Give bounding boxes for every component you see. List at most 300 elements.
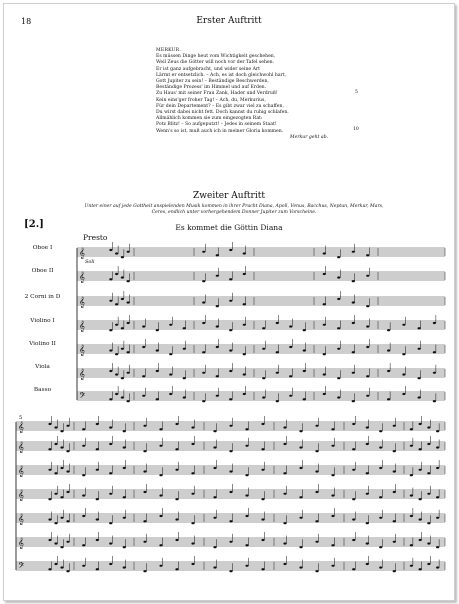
- section-number: [2.]: [24, 219, 44, 230]
- note-head: [202, 400, 205, 402]
- note-head: [115, 253, 118, 255]
- note-head: [352, 400, 355, 402]
- note-head: [213, 430, 216, 432]
- note-head: [402, 324, 405, 326]
- note-head: [243, 353, 246, 355]
- note-head: [127, 322, 130, 324]
- note-head: [121, 377, 124, 379]
- note-head: [202, 302, 205, 304]
- note-head: [289, 395, 292, 397]
- note-head: [387, 350, 390, 352]
- clef-icon: 𝄢: [18, 562, 25, 573]
- note-head: [202, 251, 205, 253]
- note-head: [213, 567, 216, 569]
- note-head: [331, 445, 334, 447]
- note-head: [245, 544, 248, 546]
- note-head: [143, 570, 146, 572]
- note-head: [323, 253, 326, 255]
- note-head: [352, 372, 355, 374]
- note-head: [48, 469, 51, 471]
- note-head: [299, 546, 302, 548]
- note-head: [191, 427, 194, 429]
- note-head: [323, 374, 326, 376]
- note-head: [303, 398, 306, 400]
- note-head: [175, 423, 178, 425]
- note-head: [352, 322, 355, 324]
- note-head: [352, 568, 355, 570]
- note-head: [337, 377, 340, 379]
- note-head: [229, 471, 232, 473]
- note-head: [191, 522, 194, 524]
- note-head: [418, 397, 421, 399]
- note-head: [323, 324, 326, 326]
- note-head: [379, 447, 382, 449]
- note-head: [60, 447, 63, 449]
- note-head: [123, 430, 126, 432]
- note-head: [393, 520, 396, 522]
- note-head: [142, 395, 145, 397]
- note-head: [245, 515, 248, 517]
- clef-icon: 𝄞: [79, 297, 85, 308]
- verse-line: Wenn's so ist, muß auch ich in meiner Gloria kommen.: [156, 128, 284, 134]
- note-head: [60, 567, 63, 569]
- note-head: [48, 423, 51, 425]
- note-head: [262, 397, 265, 399]
- soli-marking: Soli: [85, 259, 95, 265]
- note-head: [410, 428, 413, 430]
- score-notation: [4, 4, 454, 600]
- note-head: [156, 350, 159, 352]
- note-head: [66, 471, 69, 473]
- note-head: [366, 346, 369, 348]
- clef-icon: 𝄞: [18, 422, 24, 433]
- clef-icon: 𝄞: [18, 442, 24, 453]
- note-head: [427, 493, 430, 495]
- note-head: [229, 541, 232, 543]
- note-head: [156, 370, 159, 372]
- note-head: [243, 374, 246, 376]
- tempo-marking: Presto: [83, 233, 108, 242]
- note-head: [419, 498, 422, 500]
- note-head: [261, 469, 264, 471]
- note-head: [276, 322, 279, 324]
- note-head: [127, 302, 130, 304]
- note-head: [156, 329, 159, 331]
- note-head: [243, 324, 246, 326]
- note-head: [216, 275, 219, 277]
- note-head: [331, 544, 334, 546]
- note-head: [410, 445, 413, 447]
- note-head: [379, 567, 382, 569]
- note-head: [66, 450, 69, 452]
- note-head: [337, 298, 340, 300]
- note-head: [379, 467, 382, 469]
- clef-icon: 𝄞: [79, 369, 85, 380]
- note-head: [82, 565, 85, 567]
- note-head: [427, 543, 430, 545]
- note-head: [159, 565, 162, 567]
- clef-icon: 𝄞: [79, 345, 85, 356]
- note-head: [331, 565, 334, 567]
- note-head: [109, 522, 112, 524]
- note-head: [109, 563, 112, 565]
- note-head: [127, 280, 130, 282]
- note-head: [299, 496, 302, 498]
- note-head: [352, 519, 355, 521]
- note-head: [337, 348, 340, 350]
- note-head: [303, 370, 306, 372]
- note-head: [96, 469, 99, 471]
- clef-icon: 𝄞: [18, 466, 24, 477]
- note-head: [379, 496, 382, 498]
- note-head: [283, 522, 286, 524]
- note-head: [331, 474, 334, 476]
- clef-icon: 𝄞: [18, 538, 24, 549]
- instrument-label: Oboe I: [32, 245, 53, 251]
- note-head: [393, 450, 396, 452]
- note-head: [262, 377, 265, 379]
- note-head: [183, 327, 186, 329]
- note-head: [283, 563, 286, 565]
- note-head: [127, 251, 130, 253]
- note-head: [366, 522, 369, 524]
- note-head: [276, 372, 279, 374]
- note-head: [243, 393, 246, 395]
- note-head: [48, 539, 51, 541]
- note-head: [283, 493, 286, 495]
- note-head: [245, 495, 248, 497]
- note-head: [175, 498, 178, 500]
- line-number: 5: [355, 90, 358, 95]
- note-head: [366, 326, 369, 328]
- note-head: [229, 350, 232, 352]
- note-head: [323, 393, 326, 395]
- note-head: [366, 305, 369, 307]
- note-head: [229, 570, 232, 572]
- note-head: [54, 493, 57, 495]
- note-head: [109, 472, 112, 474]
- note-head: [387, 370, 390, 372]
- note-head: [289, 375, 292, 377]
- note-head: [60, 496, 63, 498]
- note-head: [366, 375, 369, 377]
- note-head: [121, 327, 124, 329]
- verse-line: Gott Jupiter zu sein! – Beständige Beschwerden,: [156, 79, 269, 85]
- note-head: [159, 515, 162, 517]
- note-head: [229, 450, 232, 452]
- note-head: [48, 498, 51, 500]
- note-head: [229, 249, 232, 251]
- note-head: [115, 393, 118, 395]
- clef-icon: 𝄞: [79, 248, 85, 259]
- verse-line: Es müssen Dinge heut vom Wichtigkeit geschehen,: [156, 54, 276, 60]
- note-head: [121, 298, 124, 300]
- note-head: [191, 472, 194, 474]
- note-head: [323, 303, 326, 305]
- note-head: [216, 326, 219, 328]
- note-head: [127, 400, 130, 402]
- note-head: [175, 448, 178, 450]
- verse-line: Für dein Departement? – Es gibt zwar viel zu schaffen,: [156, 103, 284, 109]
- note-head: [276, 400, 279, 402]
- verse-line: Beständige Prozess' im Himmel und auf Erden.: [156, 85, 267, 91]
- note-head: [433, 372, 436, 374]
- note-head: [261, 519, 264, 521]
- note-head: [366, 395, 369, 397]
- clef-icon: 𝄞: [79, 272, 85, 283]
- note-head: [315, 425, 318, 427]
- note-head: [427, 472, 430, 474]
- note-head: [366, 443, 369, 445]
- note-head: [366, 543, 369, 545]
- note-head: [283, 443, 286, 445]
- note-head: [109, 278, 112, 280]
- note-head: [229, 520, 232, 522]
- note-head: [159, 428, 162, 430]
- instrument-label: Viola: [35, 364, 50, 370]
- note-head: [115, 353, 118, 355]
- note-head: [60, 467, 63, 469]
- note-head: [315, 450, 318, 452]
- note-head: [121, 348, 124, 350]
- note-head: [419, 568, 422, 570]
- note-head: [276, 351, 279, 353]
- note-head: [352, 448, 355, 450]
- note-head: [191, 493, 194, 495]
- note-head: [202, 322, 205, 324]
- note-head: [366, 427, 369, 429]
- note-head: [436, 546, 439, 548]
- note-head: [54, 543, 57, 545]
- note-head: [175, 539, 178, 541]
- note-head: [337, 397, 340, 399]
- note-head: [262, 348, 265, 350]
- note-head: [427, 443, 430, 445]
- note-head: [337, 256, 340, 258]
- note-head: [337, 277, 340, 279]
- note-head: [213, 467, 216, 469]
- note-head: [66, 541, 69, 543]
- note-head: [393, 491, 396, 493]
- note-head: [202, 351, 205, 353]
- note-head: [323, 273, 326, 275]
- note-head: [410, 474, 413, 476]
- note-head: [121, 397, 124, 399]
- note-head: [123, 447, 126, 449]
- instrument-label: Basso: [33, 387, 52, 393]
- note-head: [261, 498, 264, 500]
- note-head: [96, 568, 99, 570]
- note-head: [331, 515, 334, 517]
- note-head: [289, 346, 292, 348]
- note-head: [352, 423, 355, 425]
- verse-line: Allmählich kommen sie zum eingezogten Rat:: [156, 116, 263, 122]
- note-head: [115, 303, 118, 305]
- note-head: [366, 275, 369, 277]
- note-head: [109, 427, 112, 429]
- note-head: [143, 491, 146, 493]
- note-head: [109, 350, 112, 352]
- note-head: [213, 546, 216, 548]
- note-head: [48, 519, 51, 521]
- note-head: [418, 348, 421, 350]
- note-head: [366, 254, 369, 256]
- note-head: [143, 471, 146, 473]
- note-head: [169, 324, 172, 326]
- note-head: [393, 471, 396, 473]
- note-head: [393, 570, 396, 572]
- note-head: [159, 495, 162, 497]
- note-head: [96, 539, 99, 541]
- note-head: [283, 427, 286, 429]
- note-head: [352, 498, 355, 500]
- note-head: [436, 467, 439, 469]
- note-head: [175, 568, 178, 570]
- note-head: [315, 471, 318, 473]
- note-head: [109, 493, 112, 495]
- scene2-stage-direction: Unter einer auf jede Gottheit anspielenden Musik kommen in ihrer Pracht Diana, Apoll, Venus, Bacchus, Neptun, Merkur, Mars, Ceres, endlich unter vorhergehendem Donner Jupiter zum Vorscheine.: [84, 204, 384, 215]
- note-head: [115, 374, 118, 376]
- note-head: [436, 567, 439, 569]
- note-head: [245, 445, 248, 447]
- note-head: [109, 443, 112, 445]
- note-head: [115, 273, 118, 275]
- note-head: [243, 253, 246, 255]
- note-head: [123, 546, 126, 548]
- note-head: [66, 425, 69, 427]
- note-head: [48, 568, 51, 570]
- note-head: [419, 423, 422, 425]
- instrument-label: Violino I: [30, 318, 55, 324]
- note-head: [243, 273, 246, 275]
- note-head: [436, 517, 439, 519]
- note-head: [315, 570, 318, 572]
- note-head: [436, 430, 439, 432]
- note-head: [229, 491, 232, 493]
- note-head: [299, 567, 302, 569]
- note-head: [183, 377, 186, 379]
- note-head: [109, 543, 112, 545]
- note-head: [427, 563, 430, 565]
- note-head: [299, 517, 302, 519]
- section-title: Es kommet die Göttin Diana: [175, 223, 283, 232]
- instrument-label: Oboe II: [31, 268, 54, 274]
- note-head: [82, 515, 85, 517]
- note-head: [96, 423, 99, 425]
- note-head: [379, 517, 382, 519]
- note-head: [127, 372, 130, 374]
- note-head: [419, 448, 422, 450]
- note-head: [202, 372, 205, 374]
- note-head: [159, 474, 162, 476]
- note-head: [229, 398, 232, 400]
- note-head: [245, 565, 248, 567]
- note-head: [191, 443, 194, 445]
- note-head: [352, 251, 355, 253]
- note-head: [175, 469, 178, 471]
- note-head: [427, 522, 430, 524]
- note-head: [183, 348, 186, 350]
- note-head: [96, 498, 99, 500]
- note-head: [303, 329, 306, 331]
- note-head: [229, 425, 232, 427]
- note-head: [436, 496, 439, 498]
- note-head: [410, 544, 413, 546]
- note-head: [289, 326, 292, 328]
- note-head: [127, 351, 130, 353]
- speaker-name: MERKUR.: [156, 48, 181, 53]
- note-head: [366, 563, 369, 565]
- measure-number: 5: [19, 415, 23, 421]
- note-head: [216, 254, 219, 256]
- scene2-title: Zweiter Auftritt: [193, 191, 265, 201]
- note-head: [48, 448, 51, 450]
- note-head: [299, 447, 302, 449]
- note-head: [159, 544, 162, 546]
- note-head: [315, 491, 318, 493]
- note-head: [169, 393, 172, 395]
- note-head: [54, 522, 57, 524]
- line-number: 10: [353, 127, 359, 132]
- note-head: [229, 370, 232, 372]
- note-head: [109, 249, 112, 251]
- scene1-title: Erster Auftritt: [196, 16, 262, 26]
- note-head: [183, 397, 186, 399]
- note-head: [202, 280, 205, 282]
- note-head: [331, 428, 334, 430]
- note-head: [315, 520, 318, 522]
- score-page: [3, 3, 455, 601]
- note-head: [303, 350, 306, 352]
- note-head: [169, 353, 172, 355]
- note-head: [387, 398, 390, 400]
- note-head: [402, 393, 405, 395]
- note-head: [123, 517, 126, 519]
- note-head: [387, 329, 390, 331]
- note-head: [366, 493, 369, 495]
- verse-line: Er ist ganz aufgebracht, und wider seine Art: [156, 66, 260, 72]
- note-head: [261, 539, 264, 541]
- note-head: [60, 430, 63, 432]
- note-head: [331, 495, 334, 497]
- note-head: [109, 370, 112, 372]
- verse-line: Lärmt er entsetzlich. – Ach, es ist doch gleichwohl hart,: [156, 72, 287, 78]
- verse-line: Kein eins'ger froher Tag! – Ach, du, Merkurius,: [156, 97, 266, 103]
- verse-line: Potz Blitz! – So aufgeputzt! – Jedes in seinem Staat!: [156, 122, 277, 128]
- note-head: [142, 375, 145, 377]
- note-head: [261, 448, 264, 450]
- note-head: [123, 567, 126, 569]
- note-head: [143, 450, 146, 452]
- note-head: [229, 300, 232, 302]
- note-head: [213, 496, 216, 498]
- note-head: [54, 443, 57, 445]
- note-head: [261, 423, 264, 425]
- note-head: [419, 539, 422, 541]
- note-head: [229, 278, 232, 280]
- note-head: [82, 445, 85, 447]
- note-head: [175, 519, 178, 521]
- note-head: [142, 326, 145, 328]
- note-head: [393, 541, 396, 543]
- note-head: [143, 520, 146, 522]
- note-head: [82, 544, 85, 546]
- note-head: [352, 469, 355, 471]
- note-head: [143, 425, 146, 427]
- note-head: [54, 427, 57, 429]
- note-head: [433, 351, 436, 353]
- note-head: [143, 541, 146, 543]
